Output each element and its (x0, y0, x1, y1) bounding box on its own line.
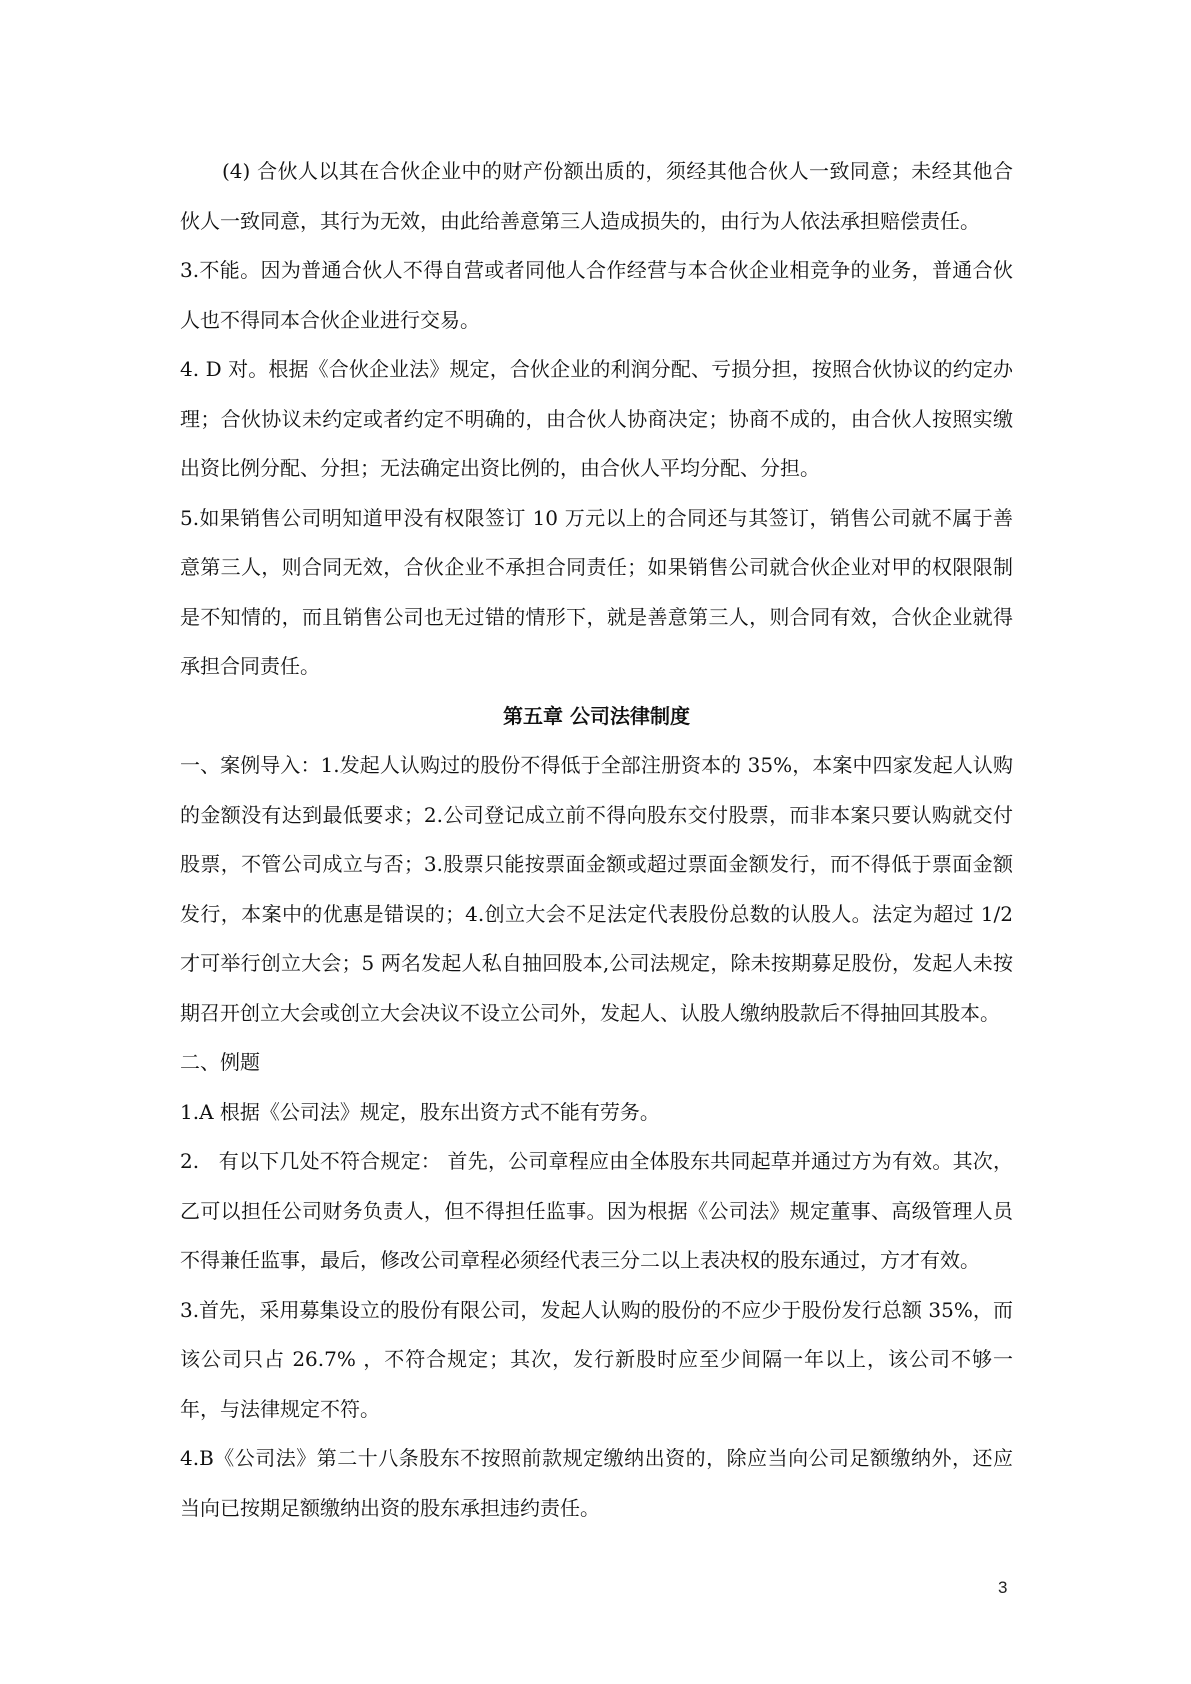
paragraph-example-2: 2. 有以下几处不符合规定： 首先，公司章程应由全体股东共同起草并通过方为有效。其次，乙可以担任公司财务负责人，但不得担任监事。因为根据《公司法》规定董事、高级管理人员不得兼任监事，最后，修改公司章程必须经代表三分二以上表决权的股东通过，方才有效。 (180, 1149, 1013, 1272)
paragraph-example-1: 1.A 根据《公司法》规定，股东出资方式不能有劳务。 (180, 1099, 660, 1124)
paragraph-answer-5: 5.如果销售公司明知道甲没有权限签订 10 万元以上的合同还与其签订，销售公司就不属于善意第三人，则合同无效，合伙企业不承担合同责任；如果销售公司就合伙企业对甲的权限限制是不知情的，而且销售公司也无过错的情形下，就是善意第三人，则合同有效，合伙企业就得承担合同责任。 (180, 505, 1013, 678)
paragraph-example-4: 4.B《公司法》第二十八条股东不按照前款规定缴纳出资的，除应当向公司足额缴纳外，还应当向已按期足额缴纳出资的股东承担违约责任。 (180, 1446, 1013, 1520)
page-number: 3 (998, 1578, 1008, 1597)
section-heading-examples: 二、例题 (180, 1050, 260, 1074)
chapter-title: 第五章 公司法律制度 (503, 703, 690, 728)
paragraph-answer-4: 4. D 对。根据《合伙企业法》规定，合伙企业的利润分配、亏损分担，按照合伙协议的约定办理；合伙协议未约定或者约定不明确的，由合伙人协商决定；协商不成的，由合伙人按照实缴出资比例分配、分担；无法确定出资比例的，由合伙人平均分配、分担。 (180, 357, 1013, 480)
document-body (180, 147, 1013, 1533)
paragraph-partner-pledge: (4) 合伙人以其在合伙企业中的财产份额出质的，须经其他合伙人一致同意；未经其他合伙人一致同意，其行为无效，由此给善意第三人造成损失的，由行为人依法承担赔偿责任。 (180, 159, 1013, 233)
paragraph-answer-3: 3.不能。因为普通合伙人不得自营或者同他人合作经营与本合伙企业相竞争的业务，普通合伙人也不得同本合伙企业进行交易。 (180, 258, 1013, 332)
paragraph-case-intro: 一、案例导入：1.发起人认购过的股份不得低于全部注册资本的 35%，本案中四家发起人认购的金额没有达到最低要求；2.公司登记成立前不得向股东交付股票，而非本案只要认购就交付股票，不管公司成立与否；3.股票只能按票面金额或超过票面金额发行，而不得低于票面金额发行，本案中的优惠是错误的；4.创立大会不足法定代表股份总数的认股人。法定为超过 1/2 才可举行创立大会；5 两名发起人私自抽回股本,公司法规定，除未按期募足股份，发起人未按期召开创立大会或创立大会决议不设立公司外，发起人、认股人缴纳股款后不得抽回其股本。 (180, 753, 1013, 1025)
paragraph-example-3: 3.首先，采用募集设立的股份有限公司，发起人认购的股份的不应少于股份发行总额 35%，而该公司只占 26.7% ，不符合规定；其次，发行新股时应至少间隔一年以上，该公司不够一年，与法律规定不符。 (180, 1297, 1013, 1421)
